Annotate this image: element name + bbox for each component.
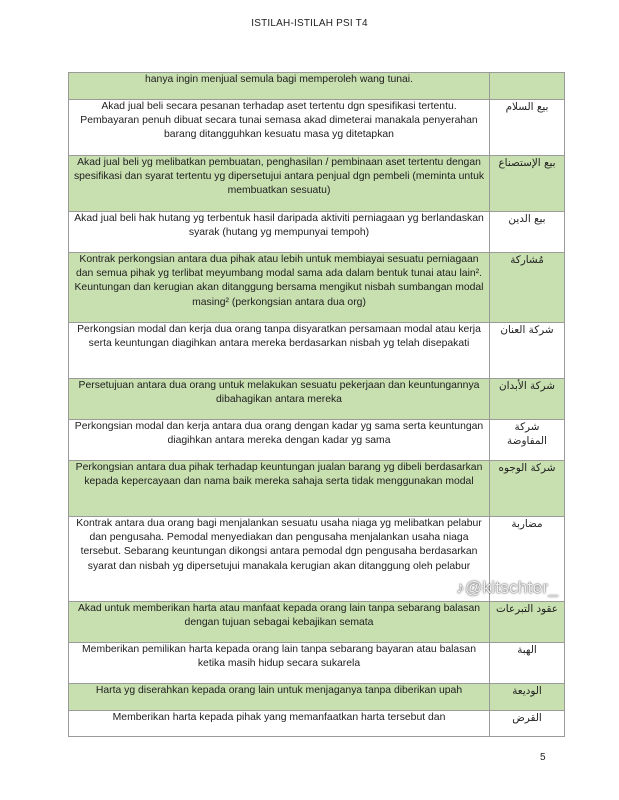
term-cell: شركة العنان bbox=[490, 323, 565, 379]
definition-cell: Memberikan harta kepada pihak yang memanfaatkan harta tersebut dan bbox=[69, 711, 490, 737]
page-number: 5 bbox=[540, 752, 546, 763]
terms-table-body bbox=[69, 73, 565, 737]
term-cell: بيع الإستصناع bbox=[490, 156, 565, 212]
tiktok-watermark bbox=[456, 578, 558, 598]
page-header: ISTILAH-ISTILAH PSI T4 bbox=[251, 18, 368, 29]
term-cell: شركة الأبدان bbox=[490, 379, 565, 420]
definition-cell: Perkongsian antara dua pihak terhadap keuntungan jualan barang yg dibeli berdasarkan kepada kepercayaan dan nama baik mereka sahaja serta tidak menggunakan modal bbox=[69, 461, 490, 517]
definition-cell: Perkongsian modal dan kerja antara dua orang dengan kadar yg sama serta keuntungan diagihkan antara mereka dengan kadar yg sama bbox=[69, 420, 490, 461]
term-cell: بيع السلام bbox=[490, 100, 565, 156]
definition-cell: Perkongsian modal dan kerja dua orang tanpa disyaratkan persamaan modal atau kerja serta keuntungan diagihkan antara mereka berdasarkan nisbah yg telah disepakati bbox=[69, 323, 490, 379]
term-cell: شركة المفاوضة bbox=[490, 420, 565, 461]
term-cell: شركة الوجوه bbox=[490, 461, 565, 517]
definition-cell: Memberikan pemilikan harta kepada orang lain tanpa sebarang bayaran atau balasan ketika masih hidup secara sukarela bbox=[69, 643, 490, 684]
definition-cell: Akad untuk memberikan harta atau manfaat kepada orang lain tanpa sebarang balasan dengan tujuan sebagai kebajikan semata bbox=[69, 602, 490, 643]
table-row bbox=[69, 643, 565, 684]
definition-cell: hanya ingin menjual semula bagi memperoleh wang tunai. bbox=[69, 73, 490, 100]
definition-cell: Akad jual beli secara pesanan terhadap aset tertentu dgn spesifikasi tertentu. Pembayaran penuh dibuat secara tunai semasa akad dimeterai manakala penyerahan barang ditangguhkan kesuatu masa yg ditetapkan bbox=[69, 100, 490, 156]
table-row bbox=[69, 379, 565, 420]
term-cell: الهبة bbox=[490, 643, 565, 684]
table-row bbox=[69, 420, 565, 461]
table-row bbox=[69, 253, 565, 323]
terms-table bbox=[68, 72, 565, 737]
definition-cell: Akad jual beli hak hutang yg terbentuk hasil daripada aktiviti perniagaan yg berlandaskan syarak (hutang yg mempunyai tempoh) bbox=[69, 212, 490, 253]
table-row bbox=[69, 461, 565, 517]
term-cell: الوديعة bbox=[490, 684, 565, 711]
definition-cell: Persetujuan antara dua orang untuk melakukan sesuatu pekerjaan dan keuntungannya dibahagikan antara mereka bbox=[69, 379, 490, 420]
definition-cell: Harta yg diserahkan kepada orang lain untuk menjaganya tanpa diberikan upah bbox=[69, 684, 490, 711]
table-row bbox=[69, 100, 565, 156]
term-cell: مُشاركة bbox=[490, 253, 565, 323]
table-row bbox=[69, 684, 565, 711]
term-cell: القرض bbox=[490, 711, 565, 737]
table-row bbox=[69, 73, 565, 100]
term-cell: مضاربة bbox=[490, 517, 565, 602]
definition-cell: Akad jual beli yg melibatkan pembuatan, penghasilan / pembinaan aset tertentu dengan spesifikasi dan syarat tertentu yg dipersetujui antara penjual dgn pembeli (meminta untuk membuatkan sesuatu) bbox=[69, 156, 490, 212]
term-cell: عقود التبرعات bbox=[490, 602, 565, 643]
table-row bbox=[69, 156, 565, 212]
definition-cell: Kontrak antara dua orang bagi menjalankan sesuatu usaha niaga yg melibatkan pelabur dan pengusaha. Pemodal menyediakan dan pengusaha menjalankan usaha niaga tersebut. Sebarang keuntungan dikongsi antara pemodal dgn pengusaha berdasarkan syarat dan nisbah yg dipersetujui manakala kerugian akan ditanggung oleh pelabur bbox=[69, 517, 490, 602]
table-row bbox=[69, 212, 565, 253]
definition-cell: Kontrak perkongsian antara dua pihak atau lebih untuk membiayai sesuatu perniagaan dan semua pihak yg terlibat meyumbang modal sama ada dalam bentuk tunai atau lain². Keuntungan dan kerugian akan ditanggung bersama mengikut nisbah sumbangan modal masing² (perkongsian antara dua org) bbox=[69, 253, 490, 323]
table-row bbox=[69, 711, 565, 737]
table-row bbox=[69, 602, 565, 643]
tiktok-icon: ♪ bbox=[456, 578, 465, 597]
term-cell bbox=[490, 73, 565, 100]
table-row bbox=[69, 323, 565, 379]
term-cell: بيع الدين bbox=[490, 212, 565, 253]
watermark-handle: @kitschter_ bbox=[464, 578, 559, 597]
